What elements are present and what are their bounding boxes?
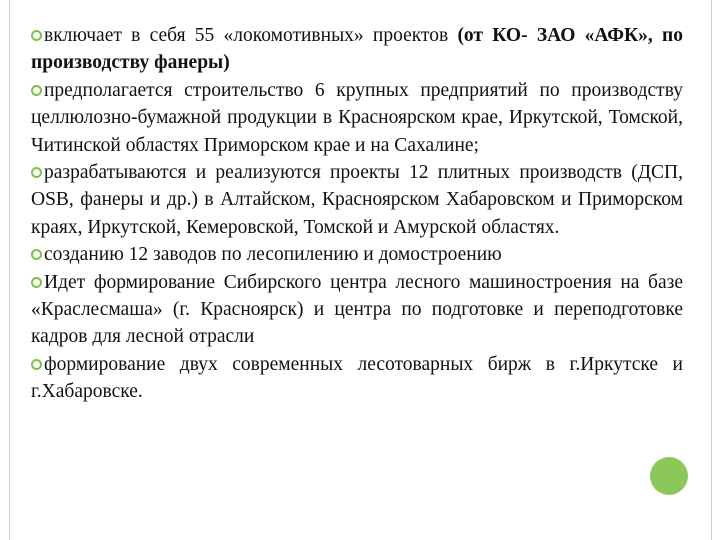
bullet-item xyxy=(31,159,683,241)
frame-right-line xyxy=(711,0,712,540)
bullet-text: включает в себя 55 «локомотивных» проектов xyxy=(44,25,458,46)
circle-bullet-icon xyxy=(31,359,42,370)
bullet-item xyxy=(31,77,683,159)
circle-bullet-icon xyxy=(31,30,42,41)
bullet-text: формирование двух современных лесотоварных бирж в г.Иркутске и г.Хабаровске. xyxy=(31,353,683,403)
bullet-text: Идет формирование Сибирского центра лесного машиностроения на базе «Краслесмаша» (г. Красноярск) и центра по подготовке и переподготовке кадров для лесной отрасли xyxy=(31,271,683,348)
decorative-circle xyxy=(650,457,688,495)
bullet-item xyxy=(31,269,683,351)
circle-bullet-icon xyxy=(31,249,42,260)
bullet-item xyxy=(31,351,683,406)
circle-bullet-icon xyxy=(31,277,42,288)
bullet-item xyxy=(31,22,683,77)
frame-left-line xyxy=(9,0,10,540)
bullet-text: предполагается строительство 6 крупных предприятий по производству целлюлозно-бумажной продукции в Красноярском крае, Иркутской, Томской, Читинской областях Приморском крае и на Сахалине; xyxy=(31,79,683,156)
bullet-text: созданию 12 заводов по лесопилению и домостроению xyxy=(44,244,502,266)
bullet-text: разрабатываются и реализуются проекты 12 плитных производств (ДСП, OSB, фанеры и др.) в Алтайском, Красноярском Хабаровском и Приморском краях, Иркутской, Кемеровской, Томской и Амурской областях. xyxy=(31,162,683,238)
bullet-item xyxy=(31,241,683,268)
slide-content xyxy=(31,22,683,406)
circle-bullet-icon xyxy=(31,167,42,178)
bullet-text-bold: (от КО- ЗАО «АФК», по производству фанеры) xyxy=(31,25,683,74)
circle-bullet-icon xyxy=(31,85,42,96)
